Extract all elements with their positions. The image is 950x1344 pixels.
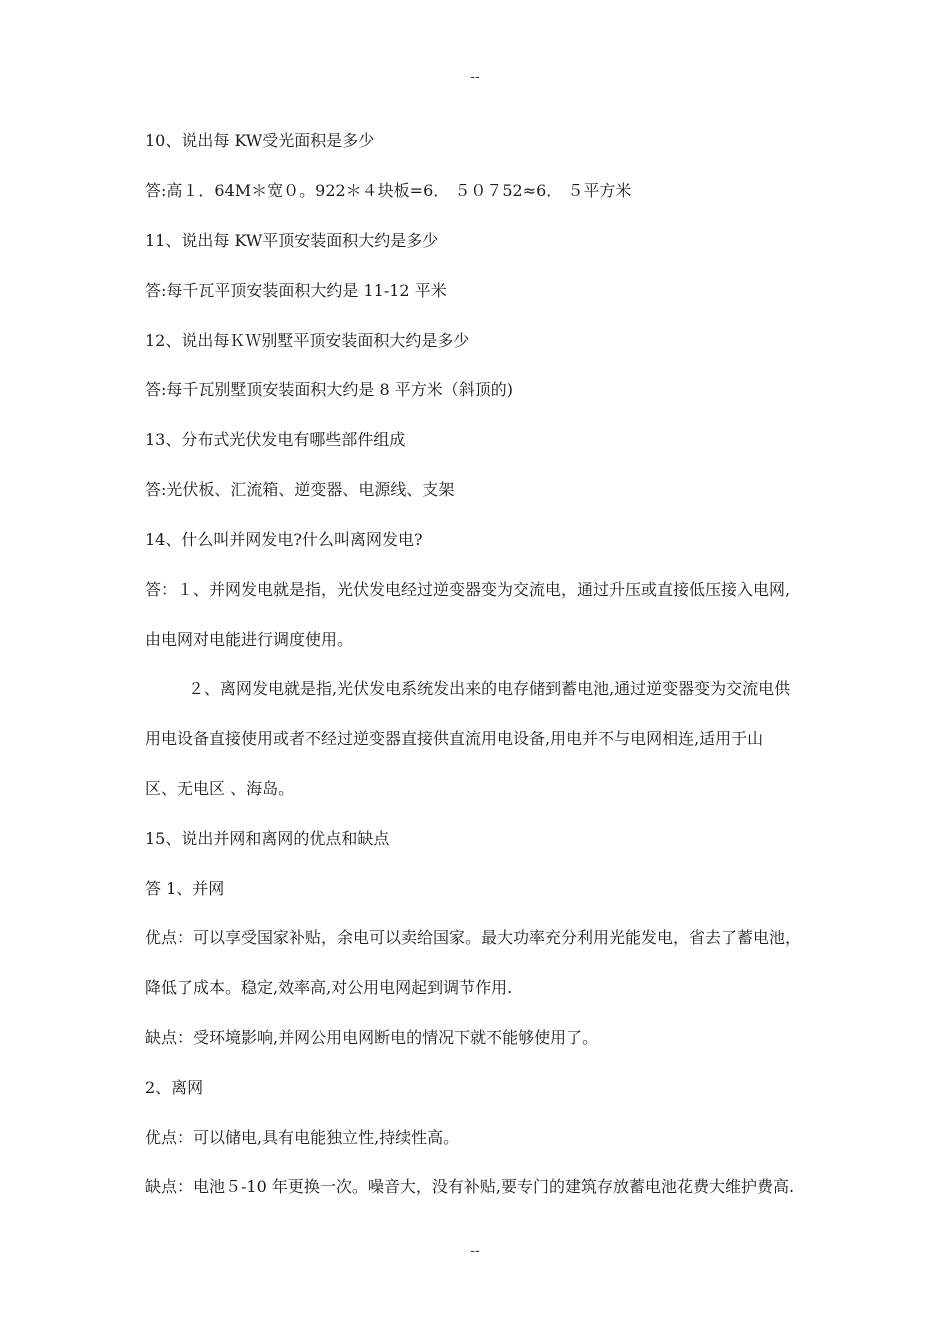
grid-pros-line-2: 降低了成本。稳定,效率高,对公用电网起到调节作用. bbox=[145, 978, 513, 997]
answer-14-line-5: 区、无电区 、海岛。 bbox=[145, 779, 295, 798]
answer-14-line-1: 答：１、并网发电就是指，光伏发电经过逆变器变为交流电，通过升压或直接低压接入电网, bbox=[145, 580, 791, 599]
offgrid-cons: 缺点：电池５-10 年更换一次。噪音大，没有补贴,要专门的建筑存放蓄电池花费大维护费高. bbox=[145, 1177, 795, 1196]
question-12: 12、说出每ＫＷ别墅平顶安装面积大约是多少 bbox=[145, 331, 470, 350]
answer-12: 答:每千瓦别墅顶安装面积大约是 8 平方米（斜顶的) bbox=[145, 380, 513, 399]
answer-14-line-3: ２、离网发电就是指,光伏发电系统发出来的电存储到蓄电池,通过逆变器变为交流电供 bbox=[188, 679, 791, 698]
question-14: 14、什么叫并网发电?什么叫离网发电? bbox=[145, 530, 423, 549]
question-13: 13、分布式光伏发电有哪些部件组成 bbox=[145, 430, 406, 449]
answer-14-line-4: 用电设备直接使用或者不经过逆变器直接供直流用电设备,用电并不与电网相连,适用于山 bbox=[145, 729, 764, 748]
answer-11: 答:每千瓦平顶安装面积大约是 11-12 平米 bbox=[145, 281, 447, 300]
answer-15-heading-offgrid: 2、离网 bbox=[145, 1078, 204, 1097]
grid-pros-line-1: 优点：可以享受国家补贴，余电可以卖给国家。最大功率充分利用光能发电，省去了蓄电池， bbox=[145, 928, 802, 947]
answer-15-heading-grid: 答 1、并网 bbox=[145, 879, 225, 898]
header-marker: -- bbox=[470, 70, 480, 85]
question-15: 15、说出并网和离网的优点和缺点 bbox=[145, 829, 390, 848]
footer-marker: -- bbox=[470, 1244, 480, 1259]
offgrid-pros: 优点：可以储电,具有电能独立性,持续性高。 bbox=[145, 1128, 460, 1147]
answer-10: 答:高１．64M＊宽０。922＊４块板=6． ５０７52≈6． ５平方米 bbox=[145, 181, 632, 200]
grid-cons: 缺点：受环境影响,并网公用电网断电的情况下就不能够使用了。 bbox=[145, 1028, 599, 1047]
question-11: 11、说出每 KW平顶安装面积大约是多少 bbox=[145, 231, 439, 250]
answer-14-line-2: 由电网对电能进行调度使用。 bbox=[145, 630, 354, 649]
question-10: 10、说出每 KW受光面积是多少 bbox=[145, 131, 375, 150]
answer-13: 答:光伏板、汇流箱、逆变器、电源线、支架 bbox=[145, 480, 455, 499]
